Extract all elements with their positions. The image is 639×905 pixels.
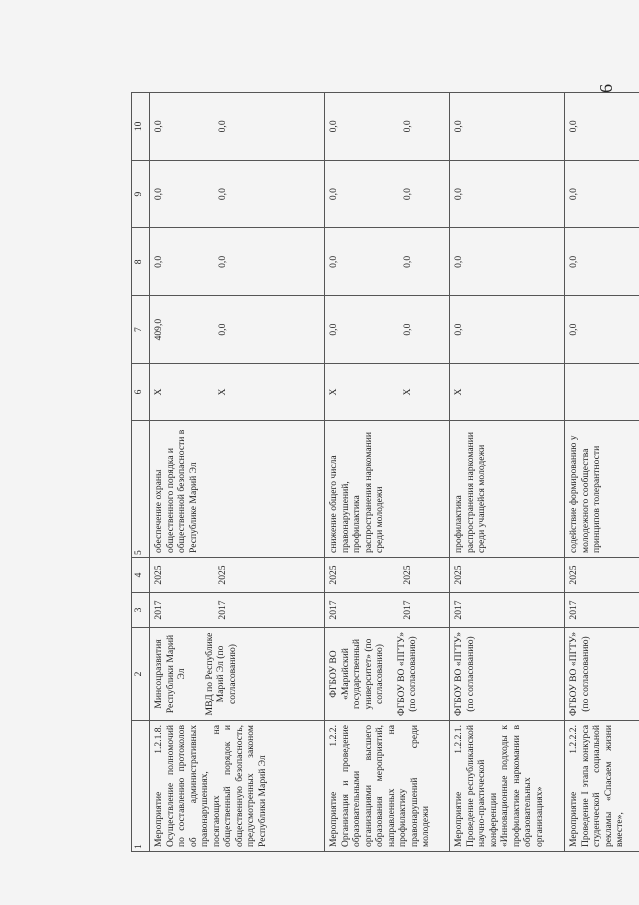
value-cell (325, 228, 450, 296)
end-year-cell (325, 558, 450, 593)
value: 0,0 (153, 255, 164, 268)
value-cell: 0,0 (450, 296, 565, 364)
value-cell (325, 296, 450, 364)
result-cell: снижение общего числа правонарушений, профилактика распространения наркомании среди молодежи (325, 421, 450, 558)
header-cell: 8 (132, 228, 150, 296)
end-year-cell: 2025 (565, 558, 639, 593)
table-row (150, 93, 325, 852)
value: 0,0 (401, 323, 413, 336)
value-cell (325, 160, 450, 228)
rotated-table-wrapper (131, 92, 637, 852)
value-cell: 0,0 (450, 160, 565, 228)
header-cell: 3 (132, 593, 150, 628)
end-year: 2025 (216, 565, 228, 585)
indicator-cell (325, 364, 450, 421)
start-year-cell: 2017 (565, 593, 639, 628)
value: 0,0 (401, 255, 413, 268)
value: 0,0 (216, 120, 228, 133)
value-cell: 0,0 (450, 228, 565, 296)
executor-cell (325, 628, 450, 721)
end-year: 2025 (401, 565, 413, 585)
indicator-cell (150, 364, 325, 421)
value: 409,0 (153, 318, 164, 341)
end-year: 2025 (328, 565, 339, 585)
value: 0,0 (401, 188, 413, 201)
header-cell: 4 (132, 558, 150, 593)
measure-cell: Мероприятие 1.2.1.8. Осуществление полномочий по составлению протоколов об административных правонарушениях, посягающих на общественный порядок и общественную безопасность, предусмотренных законом Республики Марий Эл (150, 721, 325, 852)
start-year-cell: 2017 (450, 593, 565, 628)
value: 0,0 (216, 323, 228, 336)
value: 0,0 (328, 323, 339, 336)
value: 0,0 (328, 255, 339, 268)
mark: X (216, 388, 228, 396)
mark: X (153, 388, 164, 396)
mark: X (328, 388, 339, 396)
measure-cell: Мероприятие 1.2.2.1. Проведение республиканской научно-практической конференции «Инновационные подходы к профилактике наркомании в образовательных организациях» (450, 721, 565, 852)
end-year-cell: 2025 (450, 558, 565, 593)
start-year: 2017 (401, 600, 413, 620)
header-cell: 1 (132, 721, 150, 852)
header-cell: 10 (132, 93, 150, 161)
indicator-cell: X (450, 364, 565, 421)
value-cell (150, 296, 325, 364)
measure-cell: Мероприятие 1.2.2.2. Проведение I этапа конкурса студенческой социальной рекламы «Спасаем жизни вместе», (565, 721, 639, 852)
measure-cell: Мероприятие 1.2.2. Организация и проведение образовательными организациями высшего образования мероприятий, направленных на профилактику правонарушений среди молодежи (325, 721, 450, 852)
header-cell: 6 (132, 364, 150, 421)
executor: Минсоцразвития Республики Марий Эл (153, 634, 187, 714)
result-cell: обеспечение охраны общественного порядка и общественной безопасности в Республике Марий Эл (150, 421, 325, 558)
value: 0,0 (153, 188, 164, 201)
start-year: 2017 (328, 600, 339, 620)
value: 0,0 (328, 120, 339, 133)
value: 0,0 (328, 188, 339, 201)
value-cell: 0,0 (565, 228, 639, 296)
start-year: 2017 (216, 600, 228, 620)
end-year: 2025 (153, 565, 164, 585)
value: 0,0 (216, 188, 228, 201)
value-cell: 0,0 (565, 160, 639, 228)
header-row (132, 93, 150, 852)
result-cell: содействие формированию у молодежного сообщества принципов толерантности (565, 421, 639, 558)
value-cell: 0,0 (450, 93, 565, 161)
value: 0,0 (153, 120, 164, 133)
mark: X (401, 388, 413, 396)
value-cell (150, 228, 325, 296)
value-cell: 0,0 (565, 93, 639, 161)
value-cell (150, 160, 325, 228)
executor: ФГБОУ ВО «ПГТУ» (по согласованию) (395, 632, 418, 716)
start-year-cell (325, 593, 450, 628)
value-cell: 0,0 (565, 296, 639, 364)
value-cell (325, 93, 450, 161)
executor: МВД по Республике Марий Эл (по согласованию) (203, 632, 238, 716)
indicator-cell (565, 364, 639, 421)
start-year: 2017 (153, 600, 164, 620)
value: 0,0 (401, 120, 413, 133)
header-cell: 9 (132, 160, 150, 228)
value-cell (150, 93, 325, 161)
end-year-cell (150, 558, 325, 593)
start-year-cell (150, 593, 325, 628)
result-cell: профилактика распространения наркомании среди учащейся молодежи (450, 421, 565, 558)
header-cell: 2 (132, 628, 150, 721)
value: 0,0 (216, 255, 228, 268)
executor-cell: ФГБОУ ВО «ПГТУ» (по согласованию) (565, 628, 639, 721)
executor-cell (150, 628, 325, 721)
header-cell: 7 (132, 296, 150, 364)
header-cell: 5 (132, 421, 150, 558)
executor: ФГБОУ ВО «Марийский государственный университет» (по согласованию) (328, 638, 385, 710)
measures-table (131, 92, 639, 852)
table-row (565, 93, 639, 852)
table-row (325, 93, 450, 852)
page-number: 6 (596, 84, 616, 93)
table-row (450, 93, 565, 852)
executor-cell: ФГБОУ ВО «ПГТУ» (по согласованию) (450, 628, 565, 721)
